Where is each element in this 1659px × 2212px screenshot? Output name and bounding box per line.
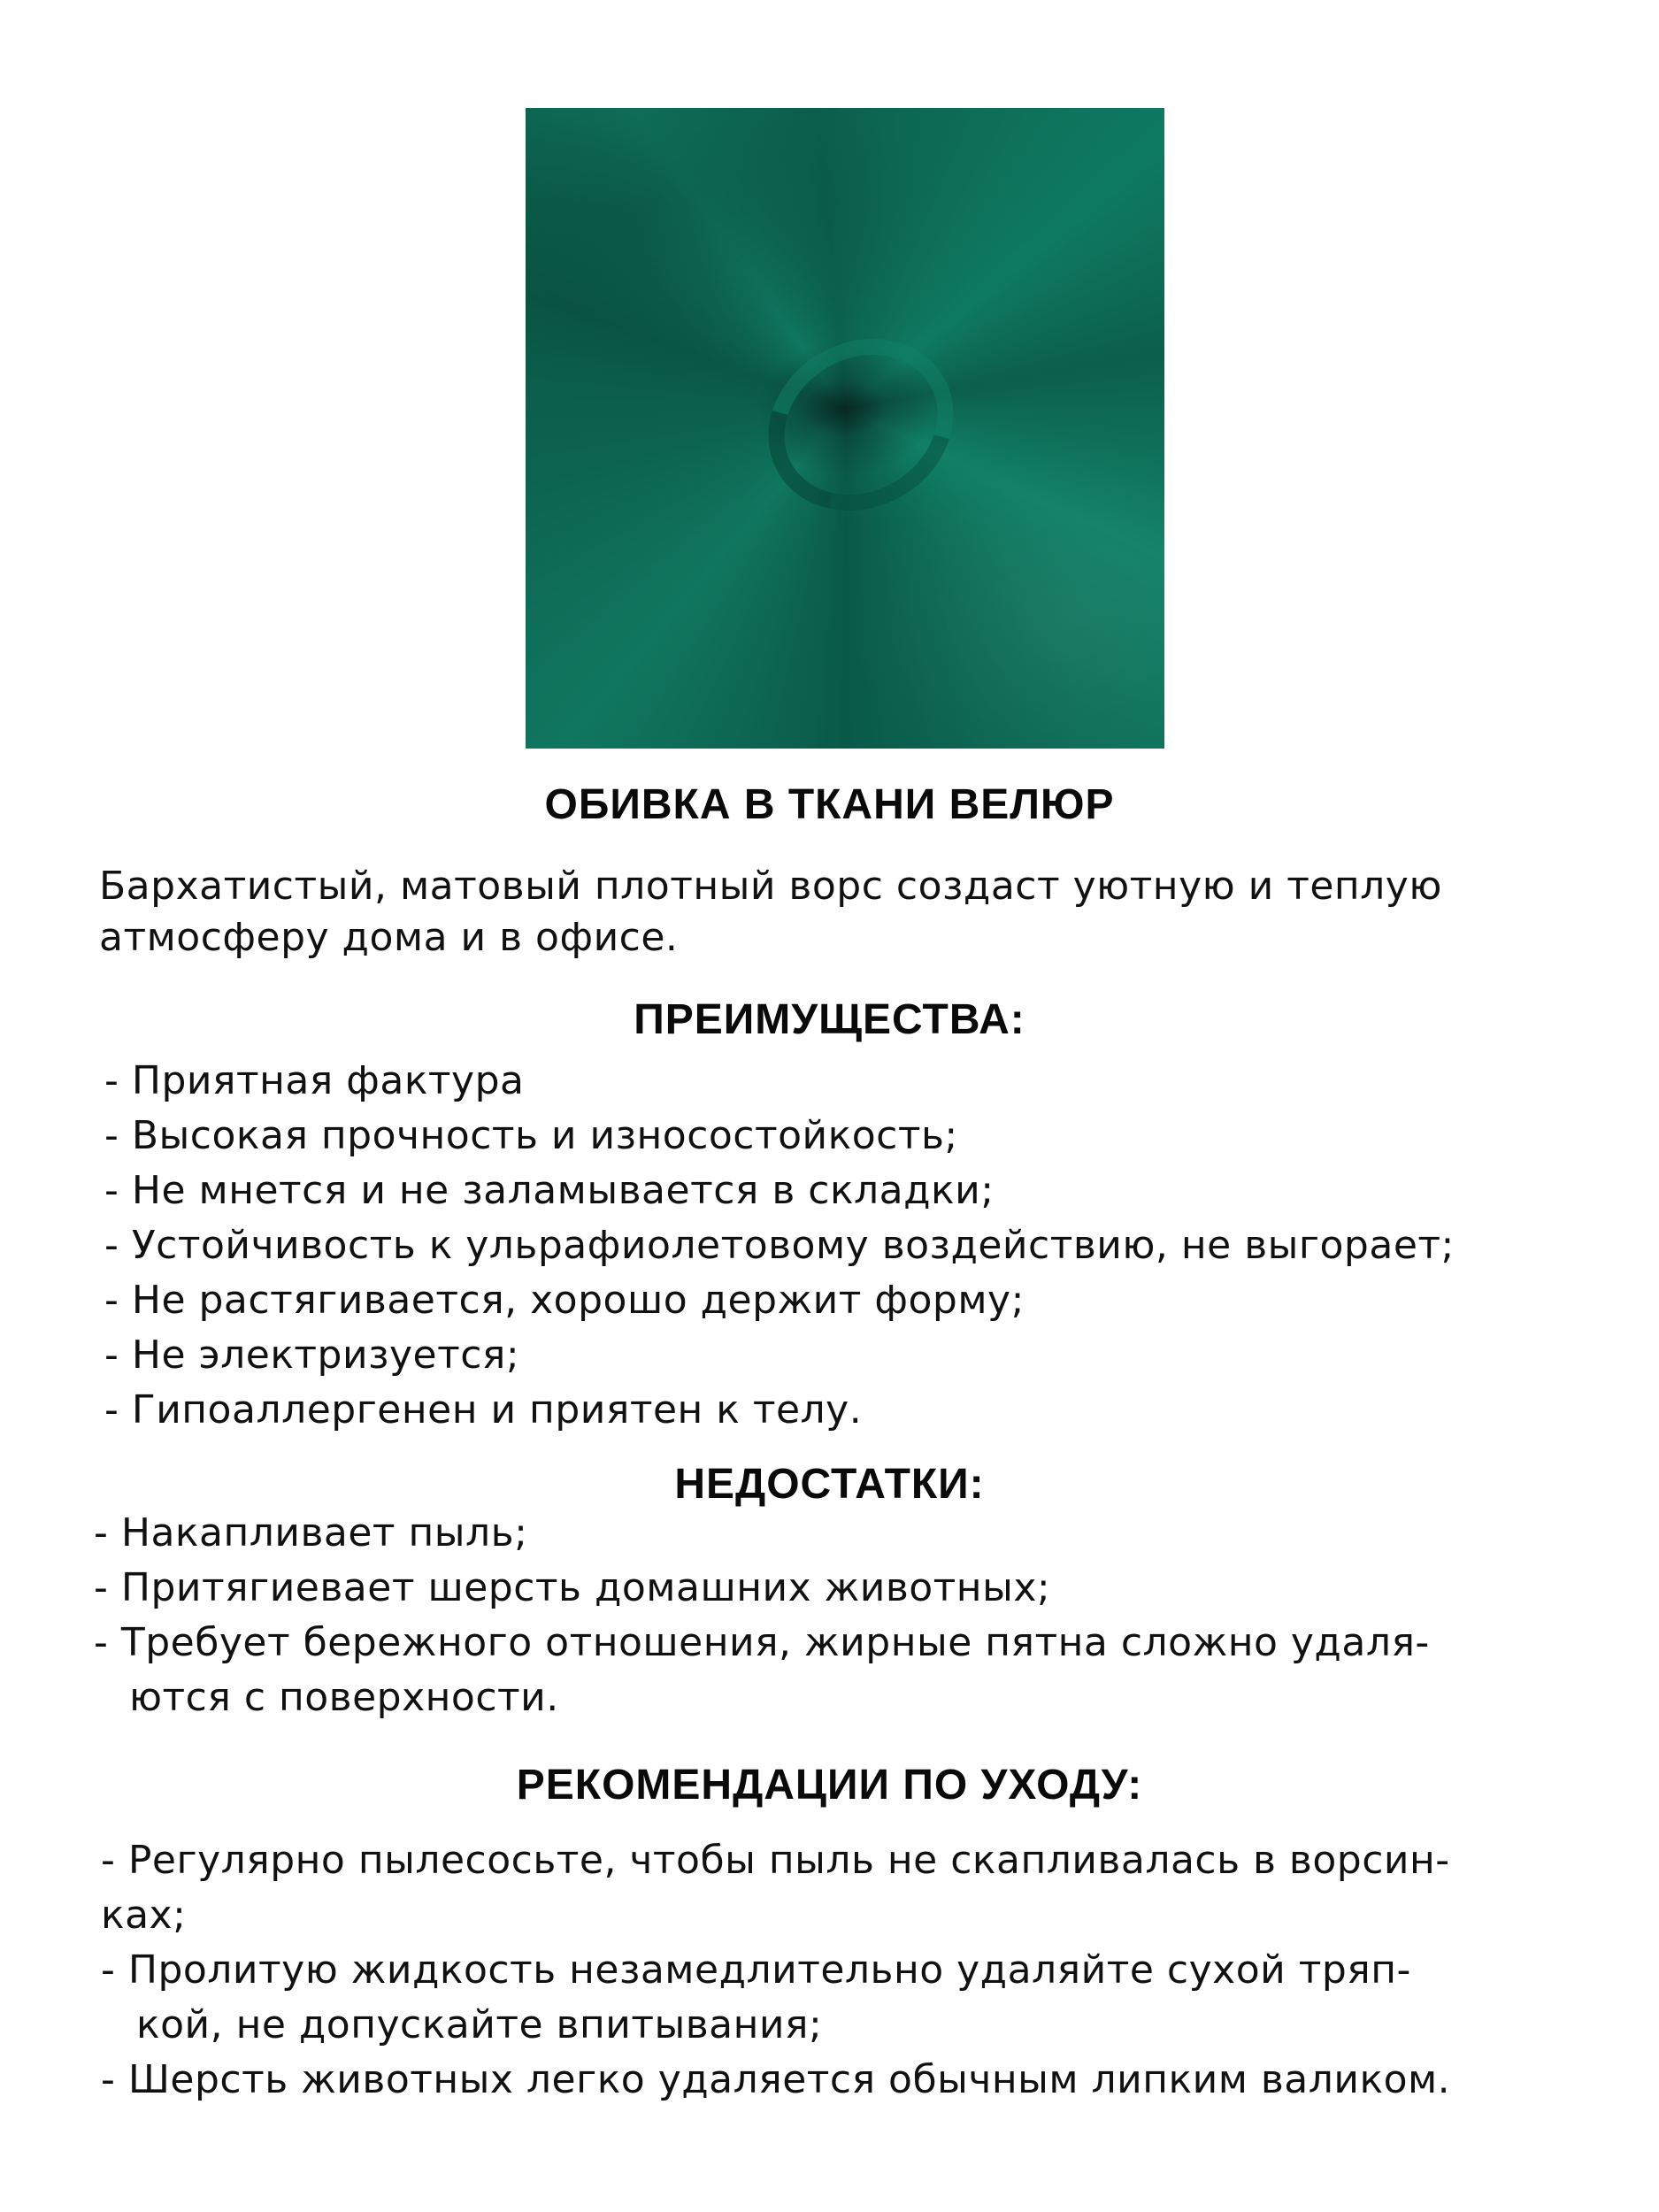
advantage-item: - Приятная фактура <box>104 1058 525 1103</box>
intro-line: атмосферу дома и в офисе. <box>99 915 679 960</box>
care-item: - Пролитую жидкость незамедлительно удаляйте сухой тряп- <box>101 1947 1411 1993</box>
care-item-continued: кой, не допускайте впитывания; <box>136 2002 823 2047</box>
disadvantage-item: - Притягиевает шерсть домашних животных; <box>94 1565 1051 1610</box>
advantage-item: - Не мнется и не заламывается в складки; <box>104 1168 995 1213</box>
disadvantage-item: - Накапливает пыль; <box>94 1510 528 1555</box>
disadvantage-item-continued: ются с поверхности. <box>129 1675 559 1720</box>
advantage-item: - Гипоаллергенен и приятен к телу. <box>104 1387 863 1432</box>
disadvantages-heading: НЕДОСТАТКИ: <box>674 1461 985 1508</box>
intro-line: Бархатистый, матовый плотный ворс создаст уютную и теплую <box>99 864 1442 909</box>
page-title: ОБИВКА В ТКАНИ ВЕЛЮР <box>544 781 1115 828</box>
advantage-item: - Высокая прочность и износостойкость; <box>104 1113 958 1158</box>
velour-fabric-image <box>526 108 1164 749</box>
advantage-item: - Не растягивается, хорошо держит форму; <box>104 1278 1025 1323</box>
care-item: - Регулярно пылесосьте, чтобы пыль не скапливалась в ворсин- <box>101 1838 1450 1883</box>
advantages-heading: ПРЕИМУЩЕСТВА: <box>634 996 1025 1043</box>
disadvantage-item: - Требует бережного отношения, жирные пятна сложно удаля- <box>94 1620 1430 1665</box>
care-heading: РЕКОМЕНДАЦИИ ПО УХОДУ: <box>516 1762 1143 1809</box>
care-item: - Шерсть животных легко удаляется обычным липким валиком. <box>101 2057 1451 2102</box>
advantage-item: - Устойчивость к ульрафиолетовому воздействию, не выгорает; <box>104 1223 1455 1268</box>
advantage-item: - Не электризуется; <box>104 1333 520 1378</box>
care-item-continued: ках; <box>101 1893 187 1938</box>
